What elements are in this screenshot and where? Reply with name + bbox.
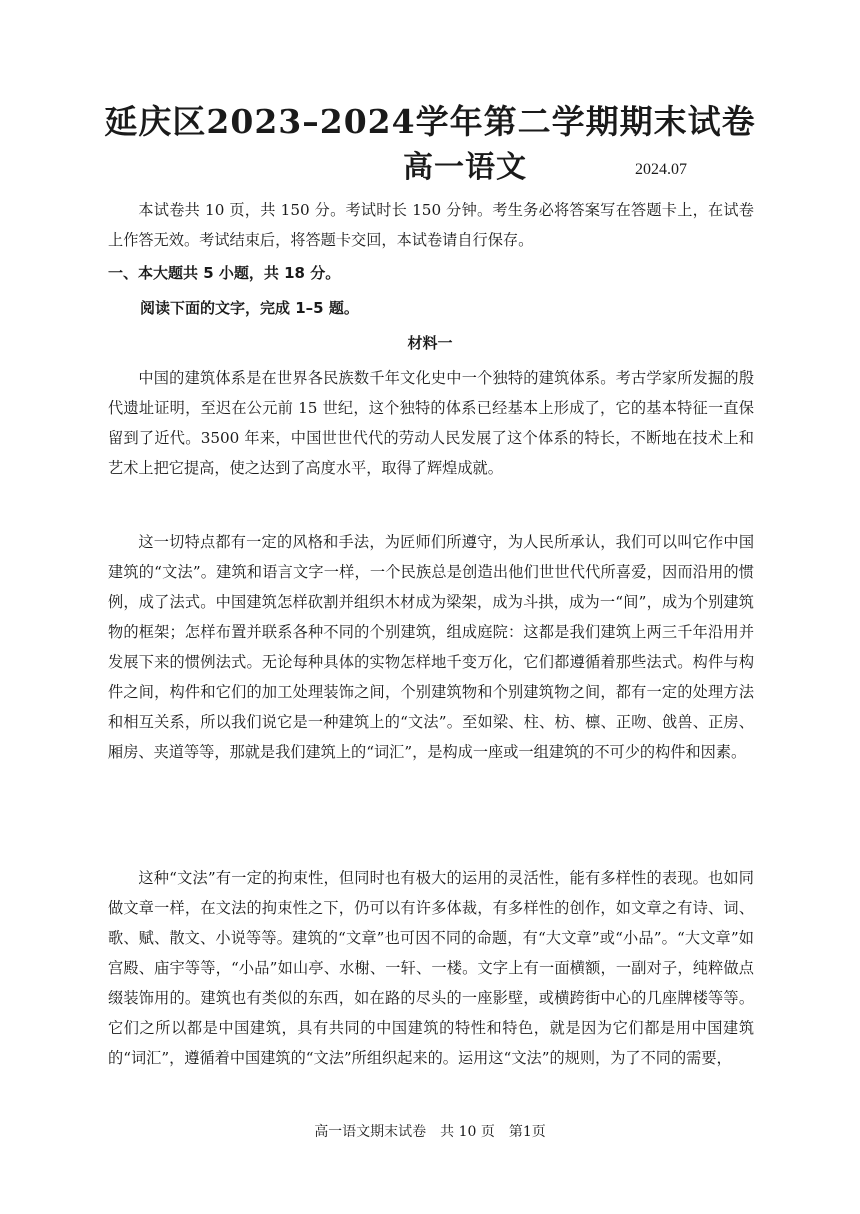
material-title: 材料一 [407, 334, 453, 352]
subject-title: 高一语文 [403, 150, 527, 185]
paragraph-1: 中国的建筑体系是在世界各民族数千年文化史中一个独特的建筑体系。考古学家所发掘的殷代遗址证明，至迟在公元前 15 世纪，这个独特的体系已经基本上形成了，它的基本特征一直保留到了近代。3500 年来，中国世世代代的劳动人民发展了这个体系的特长，不断地在技术上和艺术上把它提高，使之达到了高度水平，取得了辉煌成就。 [108, 369, 754, 477]
paragraph-2: 这一切特点都有一定的风格和手法，为匠师们所遵守，为人民所承认，我们可以叫它作中国建筑的“文法”。建筑和语言文字一样，一个民族总是创造出他们世世代代所喜爱，因而沿用的惯例，成了法式。中国建筑怎样砍割并组织木材成为梁架，成为斗拱，成为一“间”，成为个别建筑物的框架；怎样布置并联系各种不同的个别建筑，组成庭院：这都是我们建筑上两三千年沿用并发展下来的惯例法式。无论每种具体的实物怎样地千变万化，它们都遵循着那些法式。构件与构件之间，构件和它们的加工处理装饰之间，个别建筑物和个别建筑物之间，都有一定的处理方法和相互关系，所以我们说它是一种建筑上的“文法”。至如梁、柱、枋、檩、正吻、戗兽、正房、厢房、夹道等等，那就是我们建筑上的“词汇”，是构成一座或一组建筑的不可少的构件和因素。 [108, 533, 754, 761]
subtitle-row [0, 146, 860, 190]
paragraph-3: 这种“文法”有一定的拘束性，但同时也有极大的运用的灵活性，能有多样性的表现。也如同做文章一样，在文法的拘束性之下，仍可以有许多体裁，有多样性的创作，如文章之有诗、词、歌、赋、散文、小说等等。建筑的“文章”也可因不同的命题，有“大文章”或“小品”。“大文章”如宫殿、庙宇等等，“小品”如山亭、水榭、一轩、一楼。文字上有一面横额，一副对子，纯粹做点缀装饰用的。建筑也有类似的东西，如在路的尽头的一座影壁，或横跨街中心的几座牌楼等等。它们之所以都是中国建筑，具有共同的中国建筑的特性和特色，就是因为它们都是用中国建筑的“词汇”，遵循着中国建筑的“文法”所组织起来的。运用这“文法”的规则，为了不同的需要， [108, 869, 754, 1067]
exam-title: 延庆区2023–2024学年第二学期期末试卷 [104, 102, 756, 141]
section-heading: 一、本大题共 5 小题，共 18 分。 [108, 264, 341, 282]
page-footer: 高一语文期末试卷 共 10 页 第1页 [314, 1124, 546, 1140]
exam-instructions: 本试卷共 10 页，共 150 分。考试时长 150 分钟。考生务必将答案写在答题卡上，在试卷上作答无效。考试结束后，将答题卡交回，本试卷请自行保存。 [108, 201, 754, 249]
reading-instruction: 阅读下面的文字，完成 1–5 题。 [140, 299, 359, 317]
exam-date: 2024.07 [635, 161, 687, 178]
